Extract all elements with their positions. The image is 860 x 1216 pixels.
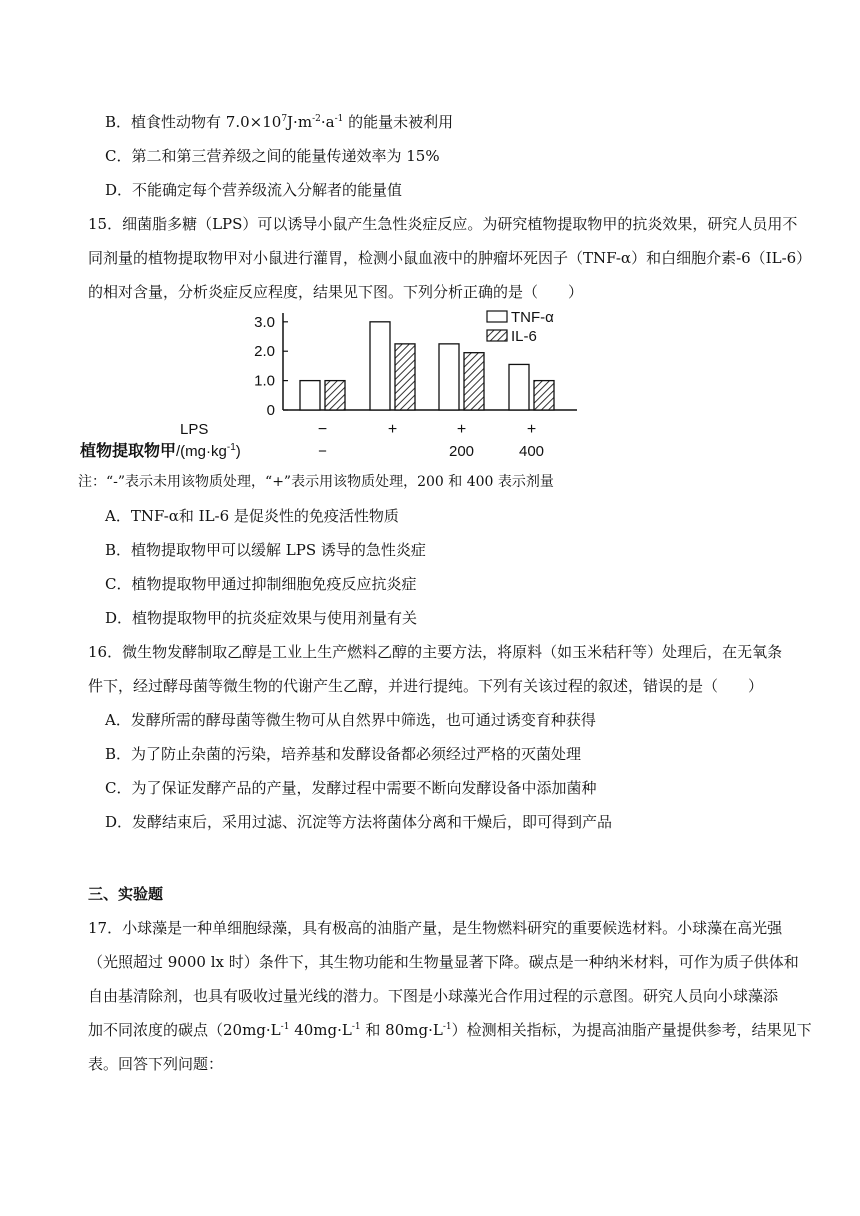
q14-option-b: B．植食性动物有 $7.0\times 10^7J\cdot m^{-2}\cdot a^{-1}$ 的能量未被利用 — [105, 113, 454, 131]
extract-row-value: − — [318, 443, 327, 460]
bar-il6 — [395, 344, 415, 410]
extract-row-value: 400 — [518, 443, 545, 460]
q16-option-c: C．为了保证发酵产品的产量，发酵过程中需要不断向发酵设备中添加菌种 — [105, 779, 597, 797]
bar-tnf — [300, 381, 320, 410]
lps-row-value: + — [387, 421, 398, 438]
q15-option-a: A．TNF-α和 IL-6 是促炎性的免疫活性物质 — [105, 507, 399, 525]
legend-label: TNF-α — [511, 309, 554, 326]
chart-row-labels — [80, 421, 544, 460]
bar-il6 — [534, 381, 554, 410]
legend-label: IL-6 — [511, 328, 537, 345]
q14-option-d: D．不能确定每个营养级流入分解者的能量值 — [105, 181, 403, 199]
bar-il6 — [325, 381, 345, 410]
legend-swatch — [487, 330, 507, 341]
chart-legend — [487, 309, 554, 345]
lps-row-value: + — [526, 421, 537, 438]
lps-row-value: − — [317, 421, 328, 438]
q15-stem-line-2: 同剂量的植物提取物甲对小鼠进行灌胃，检测小鼠血液中的肿瘤坏死因子（TNF-α）和白细胞介素-6（IL-6） — [88, 249, 812, 267]
q15-stem-line-3: 的相对含量，分析炎症反应程度，结果见下图。下列分析正确的是（ ） — [88, 283, 584, 301]
bar-tnf — [509, 364, 529, 410]
bar-chart — [80, 305, 600, 465]
section-title: 三、实验题 — [88, 885, 164, 903]
q16-option-b: B．为了防止杂菌的污染，培养基和发酵设备都必须经过严格的灭菌处理 — [105, 745, 582, 763]
q16-option-d: D．发酵结束后，采用过滤、沉淀等方法将菌体分离和干燥后，即可得到产品 — [105, 813, 613, 831]
bar-tnf — [370, 322, 390, 410]
q17-line-5: 表。回答下列问题： — [88, 1055, 224, 1073]
bar-il6 — [464, 353, 484, 410]
y-tick-label: 1.0 — [254, 372, 275, 390]
q16-option-a: A．发酵所需的酵母菌等微生物可从自然界中筛选，也可通过诱变育种获得 — [105, 711, 596, 729]
extract-row-label: 植物提取物甲$/(mg\cdot kg^{-1})$ — [80, 442, 241, 460]
q17-line-2: （光照超过 9000 lx 时）条件下，其生物功能和生物量显著下降。碳点是一种纳米材料，可作为质子供体和 — [88, 953, 799, 971]
q16-stem-line-1: 16．微生物发酵制取乙醇是工业上生产燃料乙醇的主要方法，将原料（如玉米秸秆等）处理后，在无氧条 — [88, 643, 783, 661]
q16-stem-line-2: 件下，经过酵母菌等微生物的代谢产生乙醇，并进行提纯。下列有关该过程的叙述，错误的是（ ） — [88, 677, 764, 695]
lps-row-value: + — [456, 421, 467, 438]
extract-row-value: 200 — [448, 443, 475, 460]
lps-row-label: LPS — [180, 421, 209, 438]
y-tick-label: 2.0 — [254, 343, 275, 361]
legend-swatch — [487, 311, 507, 322]
q14-option-c: C．第二和第三营养级之间的能量传递效率为 15% — [105, 147, 440, 165]
q15-option-d: D．植物提取物甲的抗炎症效果与使用剂量有关 — [105, 609, 418, 627]
y-tick-label: 0 — [266, 402, 275, 419]
q15-stem-line-1: 15．细菌脂多糖（LPS）可以诱导小鼠产生急性炎症反应。为研究植物提取物甲的抗炎效果，研究人员用不 — [88, 215, 798, 233]
q15-option-c: C．植物提取物甲通过抑制细胞免疫反应抗炎症 — [105, 575, 417, 593]
q17-line-4: 加不同浓度的碳点（$20mg\cdot L^{-1}$ $40mg\cdot L^{-1}$ 和 $80mg\cdot L^{-1}$）检测相关指标，为提高油脂产量提供参考，结果见下 — [88, 1021, 812, 1039]
bar-tnf — [439, 344, 459, 410]
q17-line-1: 17．小球藻是一种单细胞绿藻，具有极高的油脂产量，是生物燃料研究的重要候选材料。小球藻在高光强 — [88, 919, 783, 937]
q17-line-3: 自由基清除剂，也具有吸收过量光线的潜力。下图是小球藻光合作用过程的示意图。研究人员向小球藻添 — [88, 987, 779, 1005]
q15-option-b: B．植物提取物甲可以缓解 LPS 诱导的急性炎症 — [105, 541, 426, 559]
chart-note: 注：“-”表示未用该物质处理，“+”表示用该物质处理，200 和 400 表示剂量 — [78, 474, 554, 490]
y-tick-label: 3.0 — [254, 313, 275, 331]
